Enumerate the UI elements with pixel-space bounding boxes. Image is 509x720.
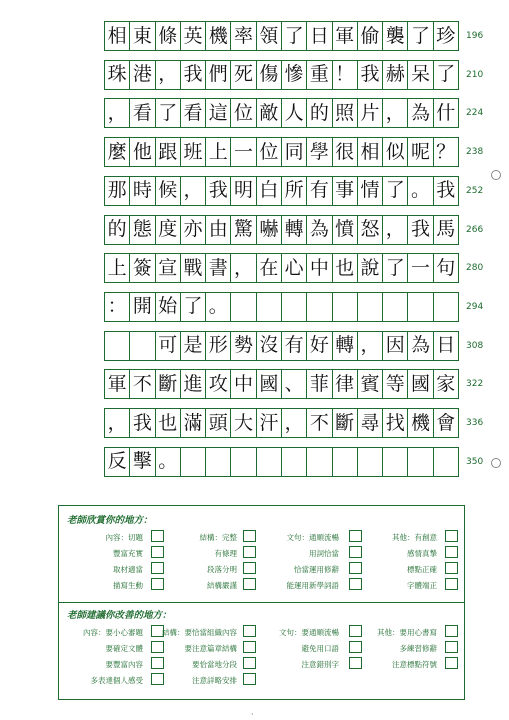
row-count-label: 224 [466, 108, 484, 119]
grid-cell: 賓 [358, 370, 383, 398]
comment-checkbox[interactable] [349, 657, 362, 669]
grid-cell: 開 [130, 293, 155, 321]
grid-cell: 沒 [257, 332, 282, 360]
grid-cell: 上 [105, 254, 130, 282]
grid-cell: 領 [257, 22, 282, 50]
grid-cell: 憤 [333, 216, 358, 244]
grid-cell: 了 [156, 99, 181, 127]
grid-cell: 中 [307, 254, 332, 282]
grid-cell: 一 [231, 138, 256, 166]
grid-cell: 慘 [282, 61, 307, 89]
grid-cell [434, 293, 458, 321]
grid-cell: 位 [231, 99, 256, 127]
comment-checkbox[interactable] [445, 530, 458, 542]
comment-checkbox[interactable] [243, 657, 256, 669]
grid-cell: 始 [156, 293, 181, 321]
comment-item-label: 注意標點符號 [392, 660, 437, 669]
grid-cell: 似 [383, 138, 408, 166]
grid-cell: 滿 [181, 409, 206, 437]
comment-checkbox[interactable] [151, 641, 164, 653]
grid-cell: 東 [130, 22, 155, 50]
grid-cell: 跟 [156, 138, 181, 166]
grid-cell: 一 [408, 254, 433, 282]
grid-cell: 傷 [257, 61, 282, 89]
comment-item-label: 字體端正 [407, 581, 437, 590]
comment-item-label: 其他：有創意 [392, 533, 437, 542]
comment-checkbox[interactable] [349, 578, 362, 590]
grid-cell: 嚇 [257, 216, 282, 244]
row-count-label: 280 [466, 263, 484, 274]
comment-checkbox[interactable] [151, 578, 164, 590]
grid-cell: 事 [333, 177, 358, 205]
grid-cell: 家 [436, 372, 456, 395]
comment-item-label: 用詞恰當 [309, 549, 339, 558]
grid-row [104, 98, 459, 128]
grid-cell: 找 [383, 409, 408, 437]
comment-item-label: 恰當運用修辭 [294, 565, 339, 574]
comment-checkbox[interactable] [349, 641, 362, 653]
grid-cell: 那 [105, 177, 130, 205]
grid-cell: 我 [206, 177, 231, 205]
grid-cell: 珍 [436, 24, 456, 47]
grid-cell: 死 [231, 61, 256, 89]
grid-cell: 因 [383, 332, 408, 360]
grid-cell: 不 [130, 370, 155, 398]
row-count-label: 196 [466, 31, 484, 41]
grid-cell: 宣 [156, 254, 181, 282]
grid-cell [257, 448, 282, 476]
grid-cell: 馬 [436, 218, 456, 240]
grid-cell: 我 [130, 409, 155, 437]
grid-cell: 是 [181, 332, 206, 360]
grid-cell: 條 [156, 22, 181, 50]
grid-cell: 時 [130, 177, 155, 205]
comment-checkbox[interactable] [445, 578, 458, 590]
grid-cell: 有 [307, 177, 332, 205]
grid-cell: 頭 [206, 409, 231, 437]
grid-cell: 度 [156, 216, 181, 244]
comment-item-label: 要確定文體 [105, 644, 143, 653]
comment-item-label: 要注意篇章結構 [184, 644, 237, 653]
row-count-label: 350 [466, 456, 484, 467]
row-count-label: 322 [466, 379, 484, 390]
grid-cell: 態 [130, 216, 155, 244]
grid-cell: 好 [307, 332, 332, 360]
comment-item-label: 內容：要小心審題 [83, 628, 143, 637]
comment-item-label: 描寫生動 [113, 581, 143, 590]
grid-cell: 機 [408, 409, 433, 437]
comment-checkbox[interactable] [151, 657, 164, 669]
grid-cell: ， [358, 332, 383, 360]
comment-item-label: 豐富充實 [113, 549, 143, 558]
comment-checkbox[interactable] [445, 625, 458, 637]
grid-cell: 尋 [358, 409, 383, 437]
grid-cell [231, 448, 256, 476]
grid-cell: 菲 [307, 370, 332, 398]
grid-cell: 了 [181, 293, 206, 321]
grid-row [104, 447, 459, 477]
grid-cell: 機 [206, 22, 231, 50]
comment-checkbox[interactable] [243, 625, 256, 637]
grid-cell: 情 [358, 177, 383, 205]
grid-row [104, 60, 459, 90]
grid-cell: ， [231, 254, 256, 282]
grid-cell: ， [383, 99, 408, 127]
grid-cell [434, 448, 458, 476]
grid-cell: 偷 [358, 22, 383, 50]
row-count-label: 266 [466, 224, 484, 235]
grid-row [104, 253, 459, 283]
grid-row [104, 369, 459, 399]
grid-cell [282, 293, 307, 321]
binder-hole-icon [491, 170, 501, 180]
comment-item-label: 結構：完整 [199, 533, 237, 542]
grid-cell: 他 [130, 138, 155, 166]
grid-cell: 怒 [358, 216, 383, 244]
row-count-label: 308 [466, 340, 484, 351]
grid-cell: 句 [436, 256, 456, 279]
grid-row [104, 21, 459, 51]
grid-cell: 中 [231, 370, 256, 398]
grid-cell: 們 [206, 61, 231, 89]
grid-cell: 襲 [383, 22, 408, 50]
grid-cell: 很 [333, 138, 358, 166]
grid-cell: 戰 [181, 254, 206, 282]
comment-item-label: 段落分明 [207, 565, 237, 574]
comment-checkbox[interactable] [445, 546, 458, 558]
grid-cell: ， [282, 409, 307, 437]
grid-cell: 不 [307, 409, 332, 437]
comment-checkbox[interactable] [349, 530, 362, 542]
grid-cell: 為 [408, 332, 433, 360]
comment-item-label: 多練習修辭 [399, 644, 437, 653]
grid-cell: 敵 [257, 99, 282, 127]
grid-cell [383, 448, 408, 476]
grid-cell: 轉 [282, 216, 307, 244]
grid-cell: 這 [206, 99, 231, 127]
grid-cell: 看 [130, 99, 155, 127]
grid-cell: 有 [282, 332, 307, 360]
grid-cell: ！ [333, 61, 358, 89]
grid-cell [333, 448, 358, 476]
grid-cell: 我 [358, 61, 383, 89]
grid-cell: ： [105, 293, 130, 321]
grid-cell: 日 [436, 334, 456, 357]
grid-cell: 為 [307, 216, 332, 244]
grid-cell: 赫 [383, 61, 408, 89]
grid-row [104, 137, 459, 167]
row-count-label: 210 [466, 69, 484, 80]
grid-cell: 大 [231, 409, 256, 437]
comment-checkbox[interactable] [445, 657, 458, 669]
grid-cell [105, 332, 130, 360]
grid-cell [408, 293, 433, 321]
grid-cell [307, 293, 332, 321]
grid-cell: 擊 [130, 448, 155, 476]
comment-checkbox[interactable] [151, 530, 164, 542]
grid-cell: 我 [181, 61, 206, 89]
grid-cell: 所 [282, 177, 307, 205]
grid-cell: 會 [436, 411, 456, 434]
grid-cell: ， [383, 216, 408, 244]
grid-cell: 斷 [156, 370, 181, 398]
grid-cell: 的 [105, 216, 130, 244]
comment-item-label: 結構：要恰當組織內容 [162, 628, 237, 637]
comment-item-label: 文句：通順流暢 [286, 533, 339, 542]
grid-cell: 心 [282, 254, 307, 282]
grid-cell: 形 [206, 332, 231, 360]
grid-cell: 也 [333, 254, 358, 282]
grid-cell: 斷 [333, 409, 358, 437]
grid-cell: 了 [282, 22, 307, 50]
comment-item-label: 文句：要通順流暢 [279, 628, 339, 637]
grid-cell: 的 [307, 99, 332, 127]
grid-cell: 亦 [181, 216, 206, 244]
grid-cell [408, 448, 433, 476]
row-count-label: 252 [466, 185, 484, 196]
grid-cell: 同 [282, 138, 307, 166]
grid-cell: 了 [436, 63, 456, 86]
comment-divider [59, 602, 464, 603]
comment-checkbox[interactable] [349, 562, 362, 574]
grid-cell: 上 [206, 138, 231, 166]
comment-checkbox[interactable] [151, 546, 164, 558]
comment-item-label: 結構嚴謹 [207, 581, 237, 590]
grid-cell: 也 [156, 409, 181, 437]
grid-cell [282, 448, 307, 476]
comment-item-label: 內容：切題 [105, 533, 143, 542]
comment-checkbox[interactable] [243, 641, 256, 653]
grid-cell: 照 [333, 99, 358, 127]
grid-cell: 班 [181, 138, 206, 166]
grid-cell: 可 [156, 332, 181, 360]
grid-cell: 。 [156, 448, 181, 476]
comment-item-label: 注意詳略安排 [192, 676, 237, 685]
grid-cell: 攻 [206, 370, 231, 398]
grid-cell: 位 [257, 138, 282, 166]
grid-cell: ， [105, 409, 130, 437]
comment-checkbox[interactable] [243, 562, 256, 574]
grid-cell: 。 [408, 177, 433, 205]
grid-cell: 相 [358, 138, 383, 166]
grid-cell: 片 [358, 99, 383, 127]
grid-cell: 重 [307, 61, 332, 89]
grid-cell: 我 [436, 179, 456, 202]
comment-checkbox[interactable] [445, 641, 458, 653]
grid-cell: 看 [181, 99, 206, 127]
grid-cell: 港 [130, 61, 155, 89]
grid-cell [358, 448, 383, 476]
grid-cell: 由 [206, 216, 231, 244]
comment-checkbox[interactable] [243, 530, 256, 542]
comment-checkbox[interactable] [243, 578, 256, 590]
grid-cell: 書 [206, 254, 231, 282]
grid-cell: 轉 [333, 332, 358, 360]
comment-item-label: 注意錯別字 [301, 660, 339, 669]
grid-cell: 進 [181, 370, 206, 398]
comment-checkbox[interactable] [349, 625, 362, 637]
grid-cell: 麼 [105, 138, 130, 166]
grid-cell [307, 448, 332, 476]
comment-item-label: 要恰當地分段 [192, 660, 237, 669]
grid-cell: 相 [105, 22, 130, 50]
grid-cell: 國 [408, 370, 433, 398]
grid-cell [206, 448, 231, 476]
comment-item-label: 其他：要用心書寫 [377, 628, 437, 637]
grid-cell: 。 [206, 293, 231, 321]
comment-checkbox[interactable] [243, 673, 256, 685]
grid-cell: 呢 [408, 138, 433, 166]
grid-cell [257, 293, 282, 321]
grid-cell: 英 [181, 22, 206, 50]
footer-mark: · [251, 710, 254, 719]
comment-item-label: 能運用新學詞語 [286, 581, 339, 590]
grid-cell: 簽 [130, 254, 155, 282]
grid-cell [383, 293, 408, 321]
grid-cell: 勢 [231, 332, 256, 360]
teacher-comment-box [58, 505, 465, 700]
grid-cell: 呆 [408, 61, 433, 89]
comment-item-label: 有條理 [214, 549, 237, 558]
grid-cell: 等 [383, 370, 408, 398]
comment-item-label: 避免用口語 [301, 644, 339, 653]
grid-cell: 汗 [257, 409, 282, 437]
row-count-label: 294 [466, 301, 484, 312]
grid-cell: 珠 [105, 61, 130, 89]
row-count-label: 336 [466, 418, 484, 428]
grid-cell [231, 293, 256, 321]
grid-cell: 日 [307, 22, 332, 50]
grid-cell: 了 [383, 254, 408, 282]
grid-cell [333, 293, 358, 321]
binder-hole-icon [491, 458, 501, 468]
grid-cell: ， [105, 99, 130, 127]
comment-checkbox[interactable] [151, 673, 164, 685]
grid-cell [358, 293, 383, 321]
grid-cell: 明 [231, 177, 256, 205]
grid-cell: ？ [436, 140, 456, 163]
grid-row [104, 176, 459, 206]
grid-cell [130, 332, 155, 360]
comment-item-label: 多表達個人感受 [90, 676, 143, 685]
grid-cell: 國 [257, 370, 282, 398]
grid-cell: 白 [257, 177, 282, 205]
grid-cell: 率 [231, 22, 256, 50]
grid-row [104, 292, 459, 322]
comment-checkbox[interactable] [349, 546, 362, 558]
comment-item-label: 標點正確 [407, 565, 437, 574]
comment-checkbox[interactable] [243, 546, 256, 558]
grid-cell: 律 [333, 370, 358, 398]
row-count-label: 238 [466, 147, 484, 158]
grid-cell: 學 [307, 138, 332, 166]
grid-cell: 我 [408, 216, 433, 244]
grid-cell: 說 [358, 254, 383, 282]
comment-item-label: 感情真摯 [407, 549, 437, 558]
comment-checkbox[interactable] [445, 562, 458, 574]
comment-item-label: 要豐富內容 [105, 660, 143, 669]
grid-cell: 驚 [231, 216, 256, 244]
comment-item-label: 取材適當 [113, 565, 143, 574]
grid-cell: ， [156, 61, 181, 89]
grid-cell: 為 [408, 99, 433, 127]
grid-cell: 候 [156, 177, 181, 205]
grid-cell: 反 [105, 448, 130, 476]
praise-title: 老師欣賞你的地方： [67, 515, 153, 526]
grid-cell [181, 448, 206, 476]
grid-cell: 了 [408, 22, 433, 50]
grid-cell: 什 [436, 101, 456, 124]
grid-cell: 軍 [333, 22, 358, 50]
suggest-title: 老師建議你改善的地方： [67, 610, 172, 621]
grid-cell: 人 [282, 99, 307, 127]
comment-checkbox[interactable] [151, 562, 164, 574]
grid-cell: 軍 [105, 370, 130, 398]
grid-row [104, 408, 459, 438]
grid-cell: ， [181, 177, 206, 205]
grid-cell: 了 [383, 177, 408, 205]
grid-row [104, 215, 459, 245]
grid-cell: 、 [282, 370, 307, 398]
grid-cell: 在 [257, 254, 282, 282]
grid-row [104, 331, 459, 361]
